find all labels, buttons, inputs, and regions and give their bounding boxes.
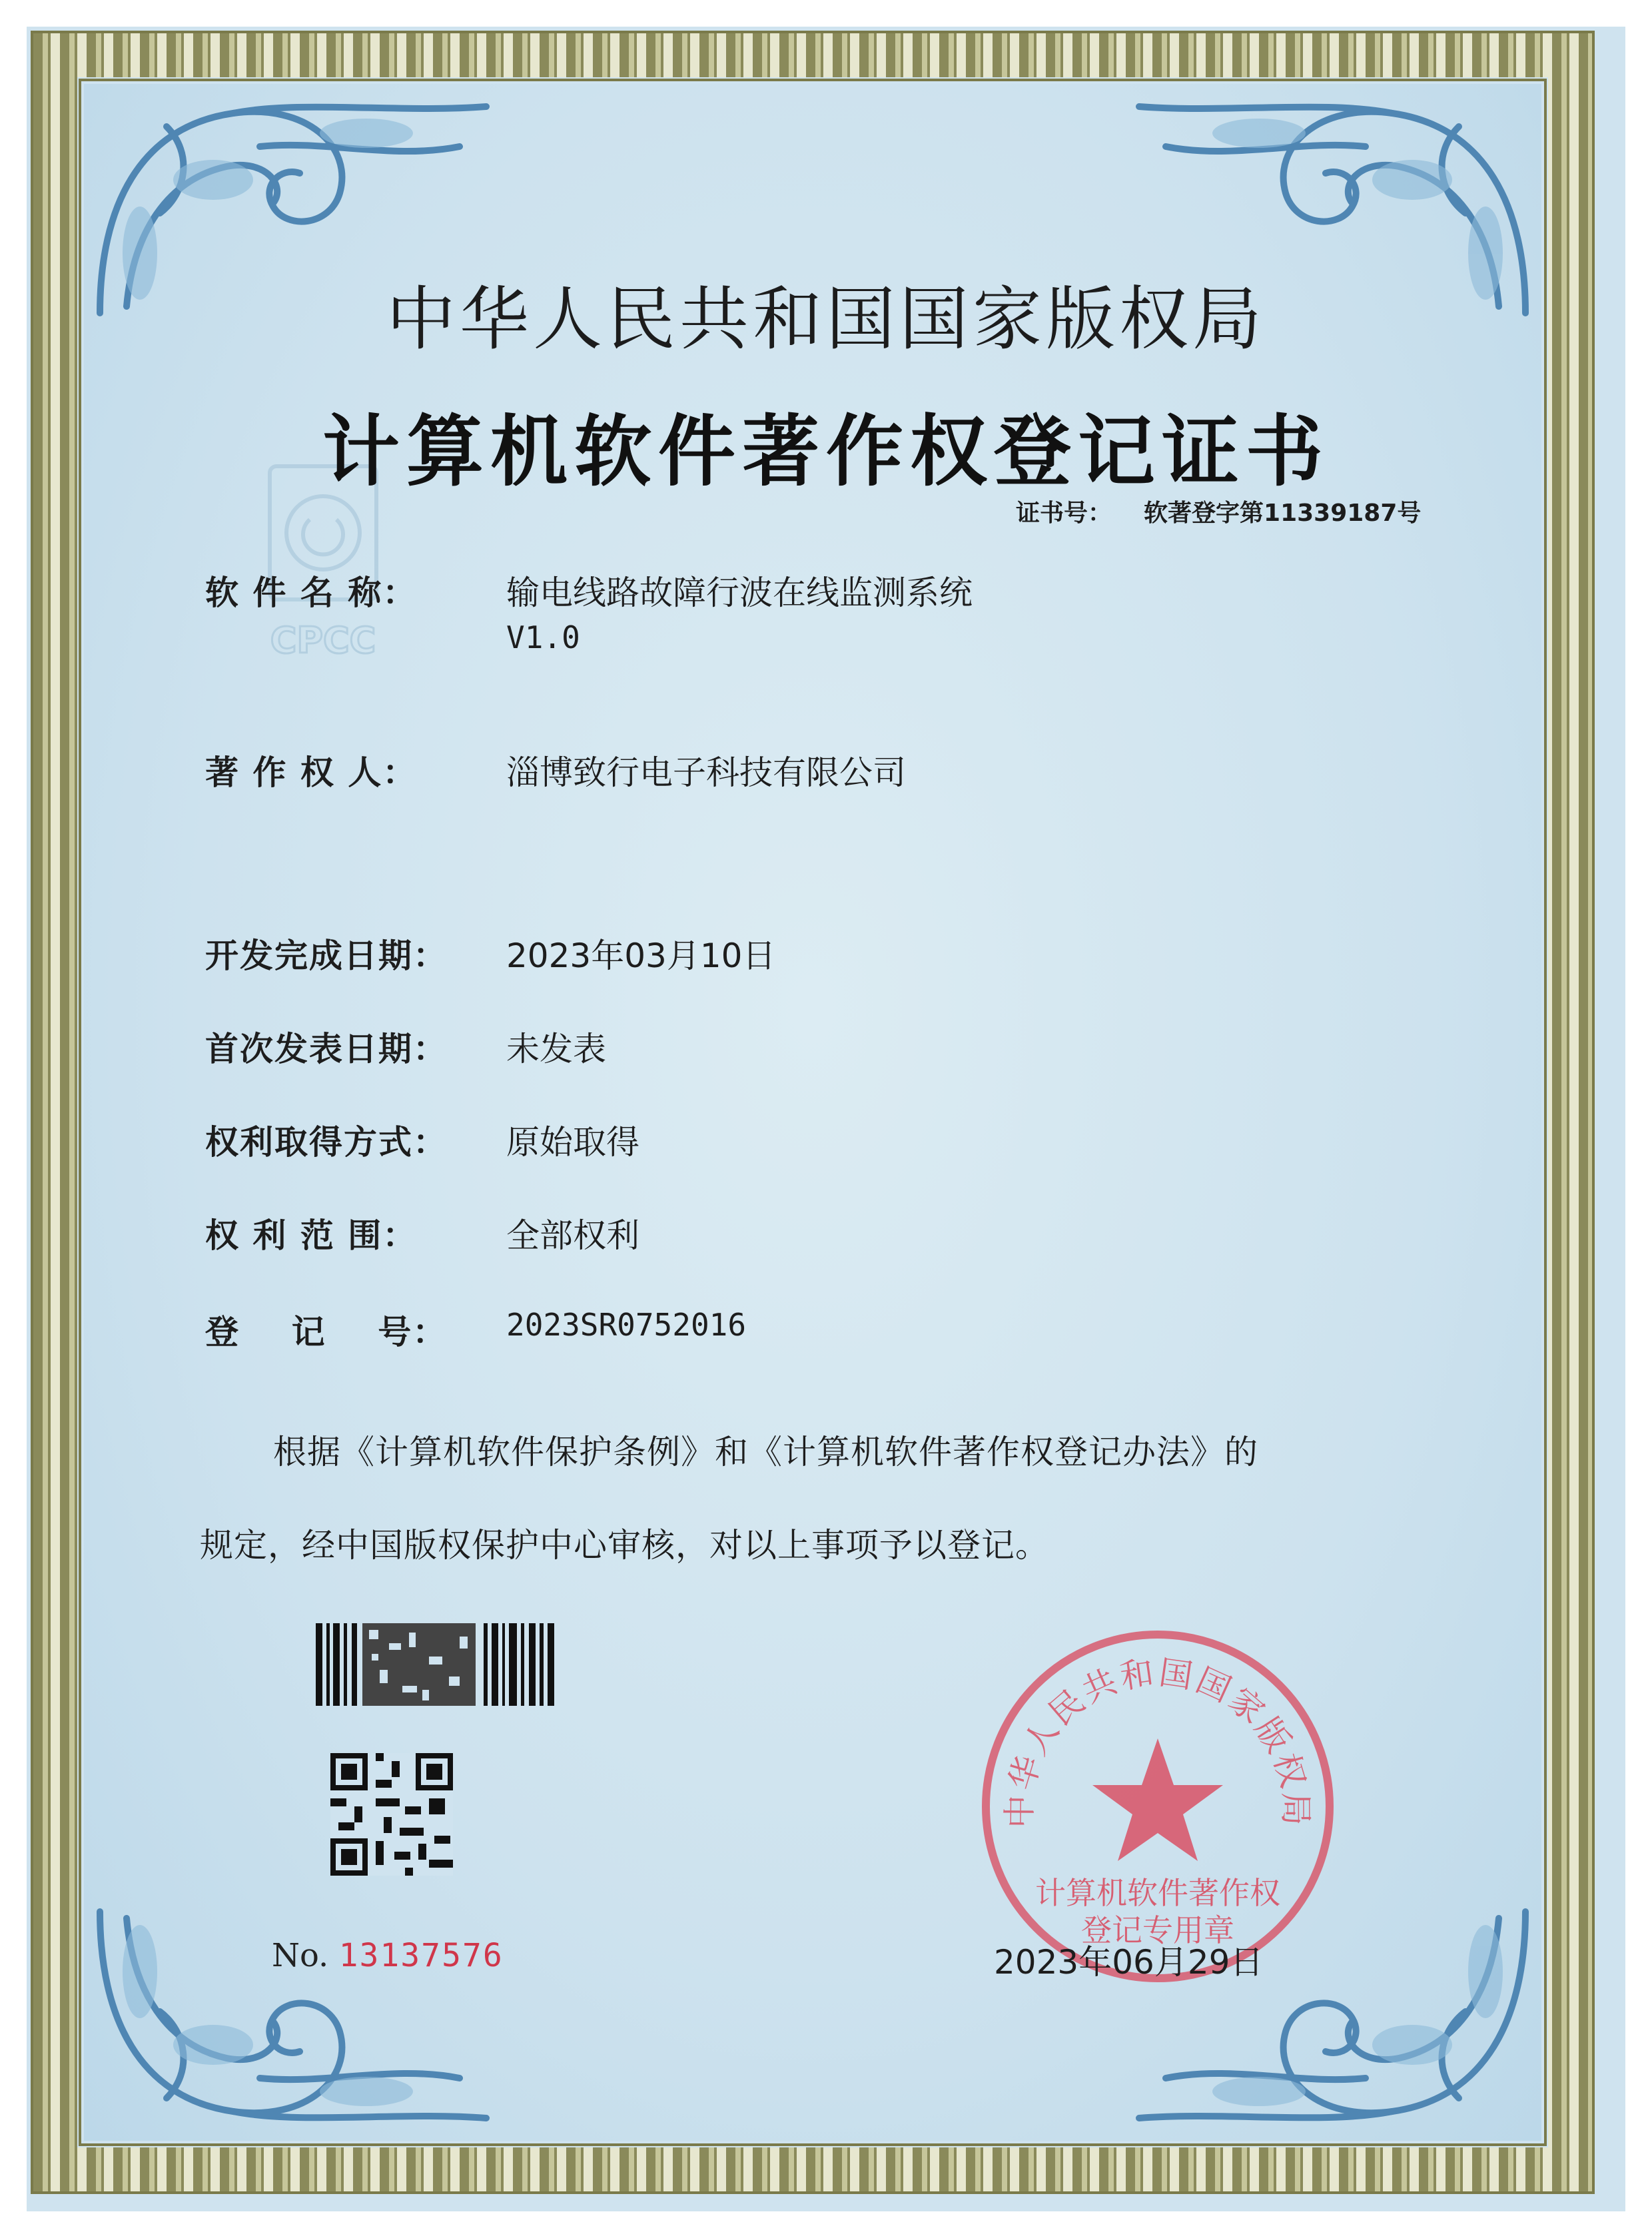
registration-number-label: 登 记 号： xyxy=(205,1313,448,1351)
corner-ornament-bottom-left xyxy=(87,1898,500,2138)
rights-scope-value: 全部权利 xyxy=(506,1216,639,1255)
software-name-value: 输电线路故障行波在线监测系统 xyxy=(506,573,973,612)
certificate-title: 计算机软件著作权登记证书 xyxy=(322,407,1330,497)
barcode-icon xyxy=(316,1623,556,1706)
serial-value: 13137576 xyxy=(338,1937,504,1974)
issue-date: 2023年06月29日 xyxy=(994,1943,1264,1982)
copyright-owner-value: 淄博致行电子科技有限公司 xyxy=(506,753,906,792)
rights-scope-label: 权 利 范 围： xyxy=(205,1216,418,1255)
serial-number xyxy=(272,1937,504,1974)
first-publication-value: 未发表 xyxy=(506,1030,606,1068)
statement-line-2: 规定，经中国版权保护中心审核，对以上事项予以登记。 xyxy=(200,1526,1049,1565)
completion-date-value: 2023年03月10日 xyxy=(506,936,776,975)
seal-ring-text: 中华人民共和国国家版权局 xyxy=(1000,1653,1316,1828)
acquisition-method-value: 原始取得 xyxy=(506,1123,639,1162)
seal-line-1: 计算机软件著作权 xyxy=(1035,1875,1280,1911)
software-version-value: V1.0 xyxy=(506,619,580,655)
certificate-number-value: 软著登字第11339187号 xyxy=(1144,500,1422,527)
acquisition-method-label: 权利取得方式： xyxy=(205,1123,448,1162)
first-publication-label: 首次发表日期： xyxy=(205,1030,448,1068)
seal-line-2: 登记专用章 xyxy=(1081,1912,1234,1948)
qr-code-icon xyxy=(330,1753,453,1876)
statement-line-1: 根据《计算机软件保护条例》和《计算机软件著作权登记办法》的 xyxy=(273,1433,1258,1471)
certificate-number xyxy=(1016,494,1421,528)
completion-date-label: 开发完成日期： xyxy=(205,936,448,975)
serial-prefix: No. xyxy=(272,1937,329,1974)
issuing-authority: 中华人民共和国国家版权局 xyxy=(386,278,1266,360)
certificate-number-label: 证书号： xyxy=(1016,500,1112,527)
svg-text:CPCC: CPCC xyxy=(270,619,376,661)
official-seal-icon xyxy=(977,1625,1339,1988)
software-name-label: 软 件 名 称： xyxy=(205,573,418,612)
copyright-owner-label: 著 作 权 人： xyxy=(205,753,418,792)
registration-number-value: 2023SR0752016 xyxy=(506,1307,747,1343)
